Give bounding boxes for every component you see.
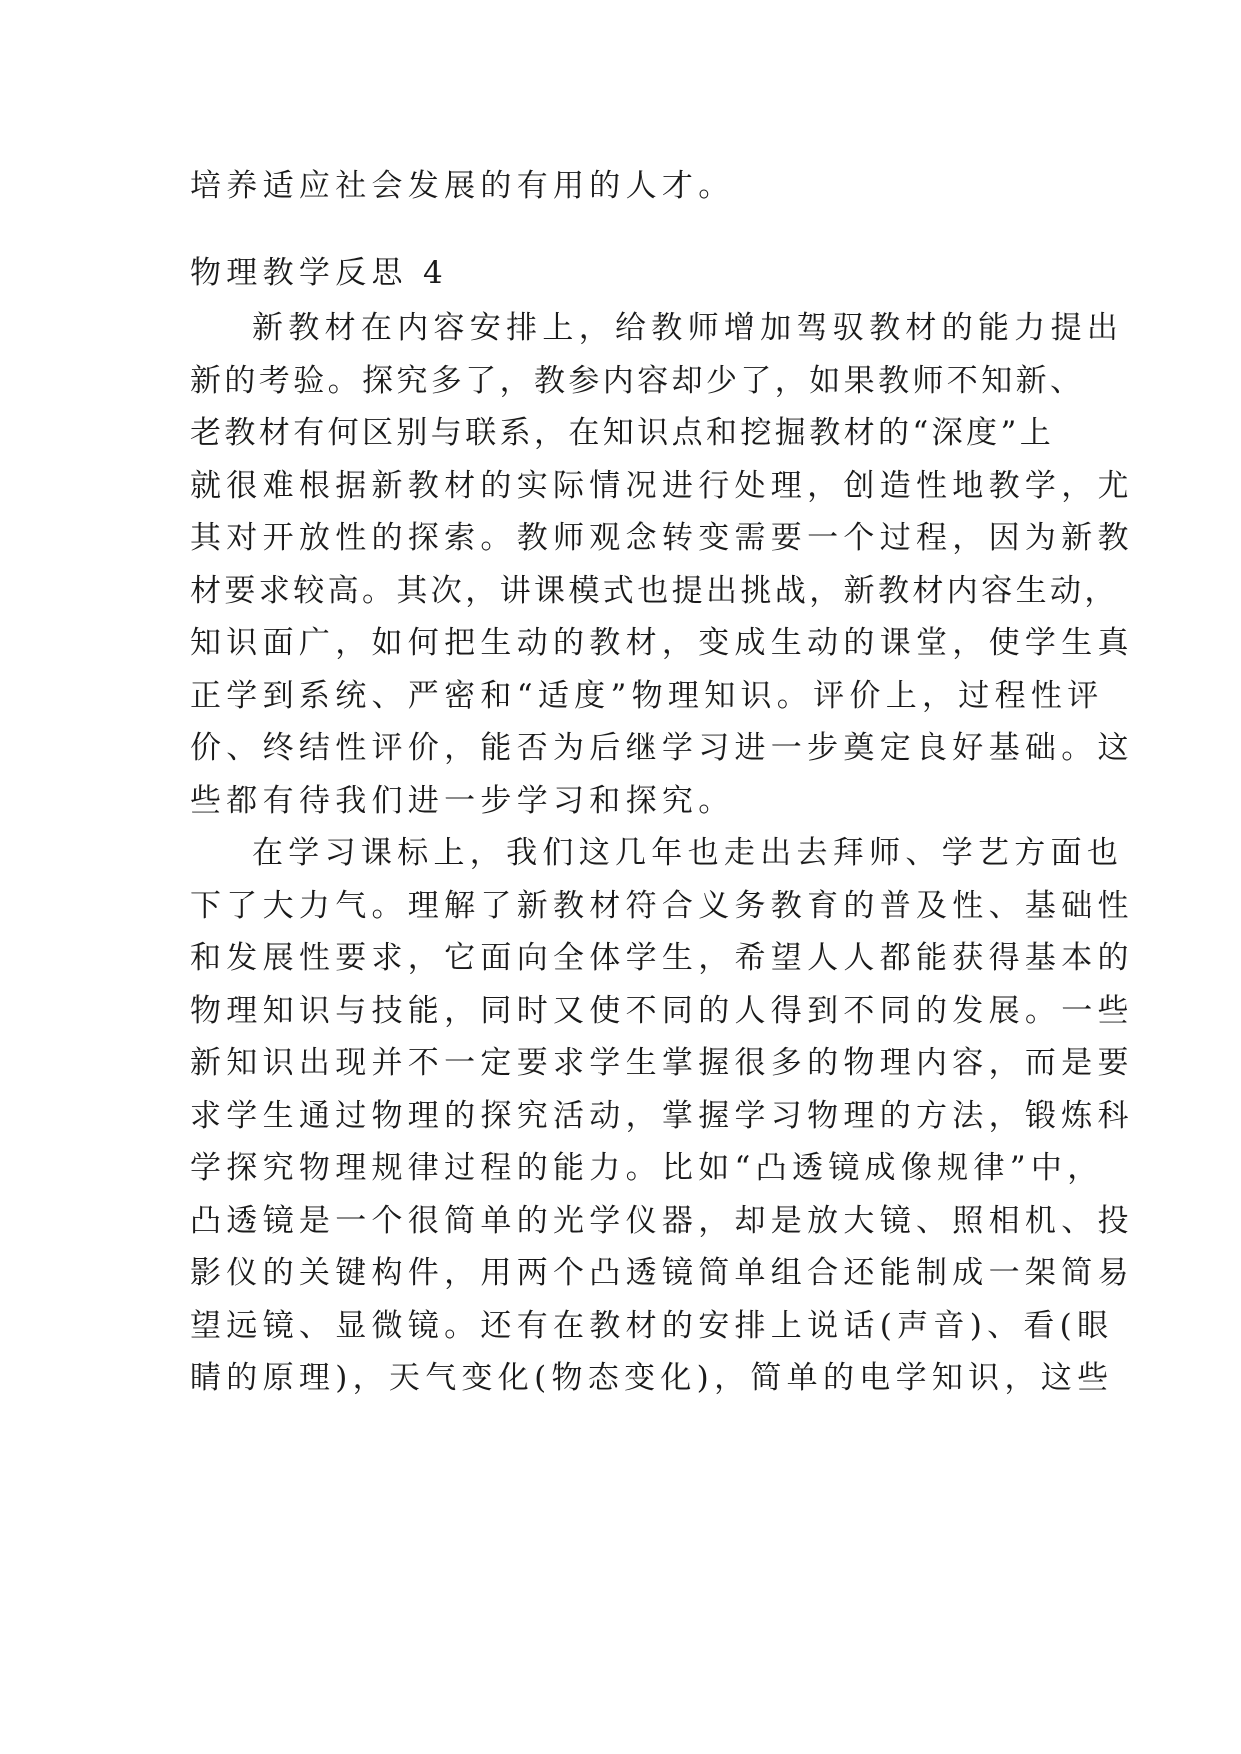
- paragraph-1-line-7: 知识面广，如何把生动的教材，变成生动的课堂，使学生真: [190, 625, 1134, 661]
- paragraph-2-line-8: 凸透镜是一个很简单的光学仪器，却是放大镜、照相机、投: [190, 1203, 1134, 1239]
- paragraph-1-line-5: 其对开放性的探索。教师观念转变需要一个过程，因为新教: [190, 520, 1134, 556]
- text-line-closing: 培养适应社会发展的有用的人才。: [190, 168, 735, 204]
- paragraph-1-line-2: 新的考验。探究多了，教参内容却少了，如果教师不知新、: [190, 363, 1085, 399]
- paragraph-2-line-9: 影仪的关键构件，用两个凸透镜简单组合还能制成一架简易: [190, 1255, 1134, 1291]
- paragraph-1-line-10: 些都有待我们进一步学习和探究。: [190, 783, 735, 819]
- paragraph-1-line-1: 新教材在内容安排上，给教师增加驾驭教材的能力提出: [252, 310, 1124, 346]
- paragraph-1-line-6: 材要求较高。其次，讲课模式也提出挑战，新教材内容生动，: [190, 573, 1119, 609]
- paragraph-2-line-2: 下了大力气。理解了新教材符合义务教育的普及性、基础性: [190, 888, 1134, 924]
- paragraph-2-line-6: 求学生通过物理的探究活动，掌握学习物理的方法，锻炼科: [190, 1098, 1134, 1134]
- paragraph-2-line-3: 和发展性要求，它面向全体学生，希望人人都能获得基本的: [190, 940, 1134, 976]
- paragraph-2-line-4: 物理知识与技能，同时又使不同的人得到不同的发展。一些: [190, 993, 1134, 1029]
- paragraph-2-line-1: 在学习课标上，我们这几年也走出去拜师、学艺方面也: [252, 835, 1124, 871]
- paragraph-1-line-3: 老教材有何区别与联系，在知识点和挖掘教材的“深度”上: [190, 415, 1055, 451]
- paragraph-1-line-8: 正学到系统、严密和“适度”物理知识。评价上，过程性评: [190, 678, 1104, 714]
- paragraph-2-line-11: 睛的原理)，天气变化(物态变化)，简单的电学知识，这些: [190, 1360, 1114, 1396]
- paragraph-1-line-9: 价、终结性评价，能否为后继学习进一步奠定良好基础。这: [190, 730, 1134, 766]
- paragraph-2-line-7: 学探究物理规律过程的能力。比如“凸透镜成像规律”中，: [190, 1150, 1104, 1186]
- paragraph-1-line-4: 就很难根据新教材的实际情况进行处理，创造性地教学，尤: [190, 468, 1134, 504]
- paragraph-2-line-10: 望远镜、显微镜。还有在教材的安排上说话(声音)、看(眼: [190, 1308, 1114, 1344]
- paragraph-2-line-5: 新知识出现并不一定要求学生掌握很多的物理内容，而是要: [190, 1045, 1134, 1081]
- section-heading: 物理教学反思 4: [190, 255, 448, 291]
